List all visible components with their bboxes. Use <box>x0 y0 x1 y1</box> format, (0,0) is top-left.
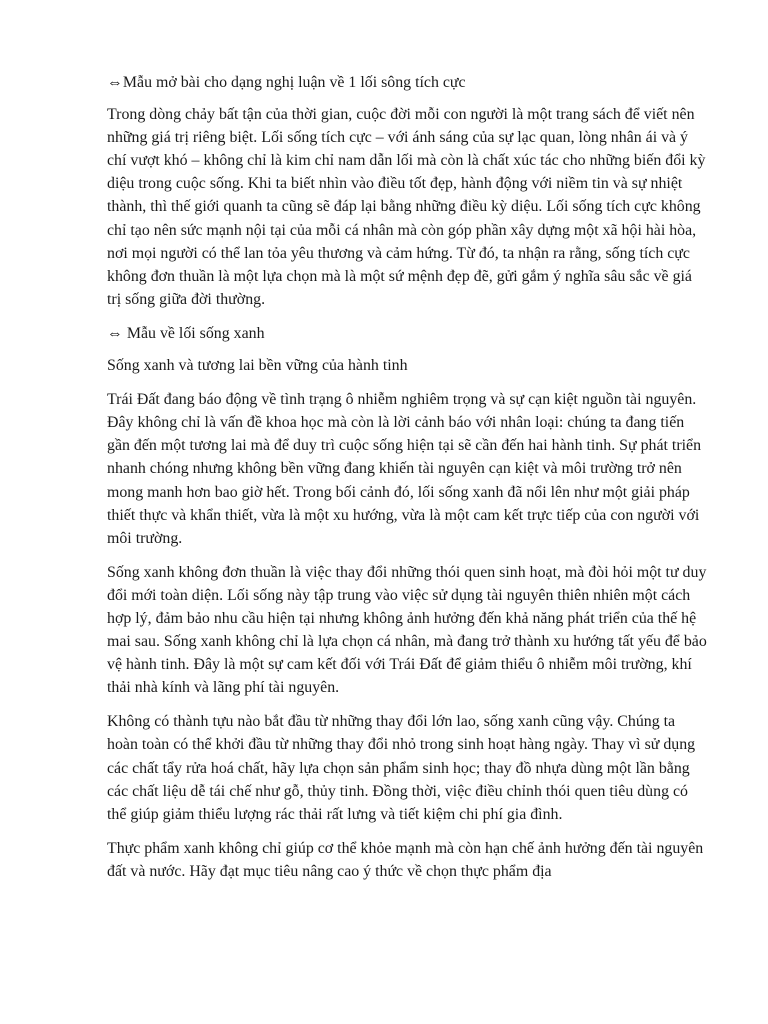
paragraph-small-changes: Không có thành tựu nào bắt đầu từ những thay đổi lớn lao, sống xanh cũng vậy. Chúng ta hoàn toàn có thể khởi đầu từ những thay đổi nhỏ trong sinh hoạt hàng ngày. Thay vì sử dụng các chất tẩy rửa hoá chất, hãy lựa chọn sản phẩm sinh học; thay đồ nhựa dùng một lần bằng các chất liệu dễ tái chế như gỗ, thủy tinh. Đồng thời, việc điều chỉnh thói quen tiêu dùng có thể giúp giảm thiểu lượng rác thải rất lưng và tiết kiệm chi phí gia đình. <box>107 713 696 823</box>
paragraph-green-food: Thực phẩm xanh không chỉ giúp cơ thể khỏe mạnh mà còn hạn chế ảnh hưởng đến tài nguyên đất và nước. Hãy đạt mục tiêu nâng cao ý thức về chọn thực phẩm địa <box>107 839 704 880</box>
paragraph-earth-pollution: Trái Đất đang báo động về tình trạng ô nhiễm nghiêm trọng và sự cạn kiệt nguồn tài nguyên. Đây không chỉ là vấn đề khoa học mà còn là lời cảnh báo với nhân loại: chúng ta đang tiến gần đến một tương lai mà để duy trì cuộc sống hiện tại sẽ cần đến hai hành tinh. Sự phát triển nhanh chóng nhưng không bền vững đang khiến tài nguyên cạn kiệt và môi trường trở nên mong manh hơn bao giờ hết. Trong bối cảnh đó, lối sống xanh đã nổi lên như một giải pháp thiết thực và khẩn thiết, vừa là một xu hướng, vừa là một cam kết trực tiếp của con người với môi trường. <box>107 391 702 547</box>
sample-heading-positive-lifestyle: ⇔Mẫu mở bài cho dạng nghị luận về 1 lối sông tích cực <box>107 74 466 91</box>
sample-heading-green-lifestyle: ⇔ Mẫu về lối sống xanh <box>107 324 265 342</box>
paragraph-green-living-definition: Sống xanh không đơn thuần là việc thay đổi những thói quen sinh hoạt, mà đòi hỏi một tư duy đổi mới toàn diện. Lối sống này tập trung vào việc sử dụng tài nguyên thiên nhiên một cách hợp lý, đảm bảo nhu cầu hiện tại nhưng không ảnh hưởng đến khả năng phát triển của thế hệ mai sau. Sống xanh không chỉ là lựa chọn cá nhân, mà đang trở thành xu hướng tất yếu để bảo vệ hành tinh. Đây là một sự cam kết đối với Trái Đất để giảm thiểu ô nhiễm môi trường, khí thải nhà kính và lãng phí tài nguyên. <box>107 563 707 697</box>
essay-title: Sống xanh và tương lai bền vững của hành tinh <box>107 357 408 375</box>
paragraph-positive-lifestyle-intro: Trong dòng chảy bất tận của thời gian, cuộc đời mỗi con người là một trang sách để viết nên những giá trị riêng biệt. Lối sống tích cực – với ánh sáng của sự lạc quan, lòng nhân ái và ý chí vượt khó – không chỉ là kim chỉ nam dẫn lối mà còn là chất xúc tác cho những biến đổi kỳ diệu trong cuộc sống. Khi ta biết nhìn vào điều tốt đẹp, hành động với niềm tin và sự nhiệt thành, thì thế giới quanh ta cũng sẽ đáp lại bằng những điều kỳ diệu. Lối sống tích cực không chỉ tạo nên sức mạnh nội tại của mỗi cá nhân mà còn góp phần xây dựng một xã hội hài hòa, nơi mọi người có thể lan tỏa yêu thương và cảm hứng. Từ đó, ta nhận ra rằng, sống tích cực không đơn thuần là một lựa chọn mà là một sứ mệnh đẹp đẽ, gửi gắm ý nghĩa sâu sắc về giá trị sống giữa đời thường. <box>107 106 706 308</box>
